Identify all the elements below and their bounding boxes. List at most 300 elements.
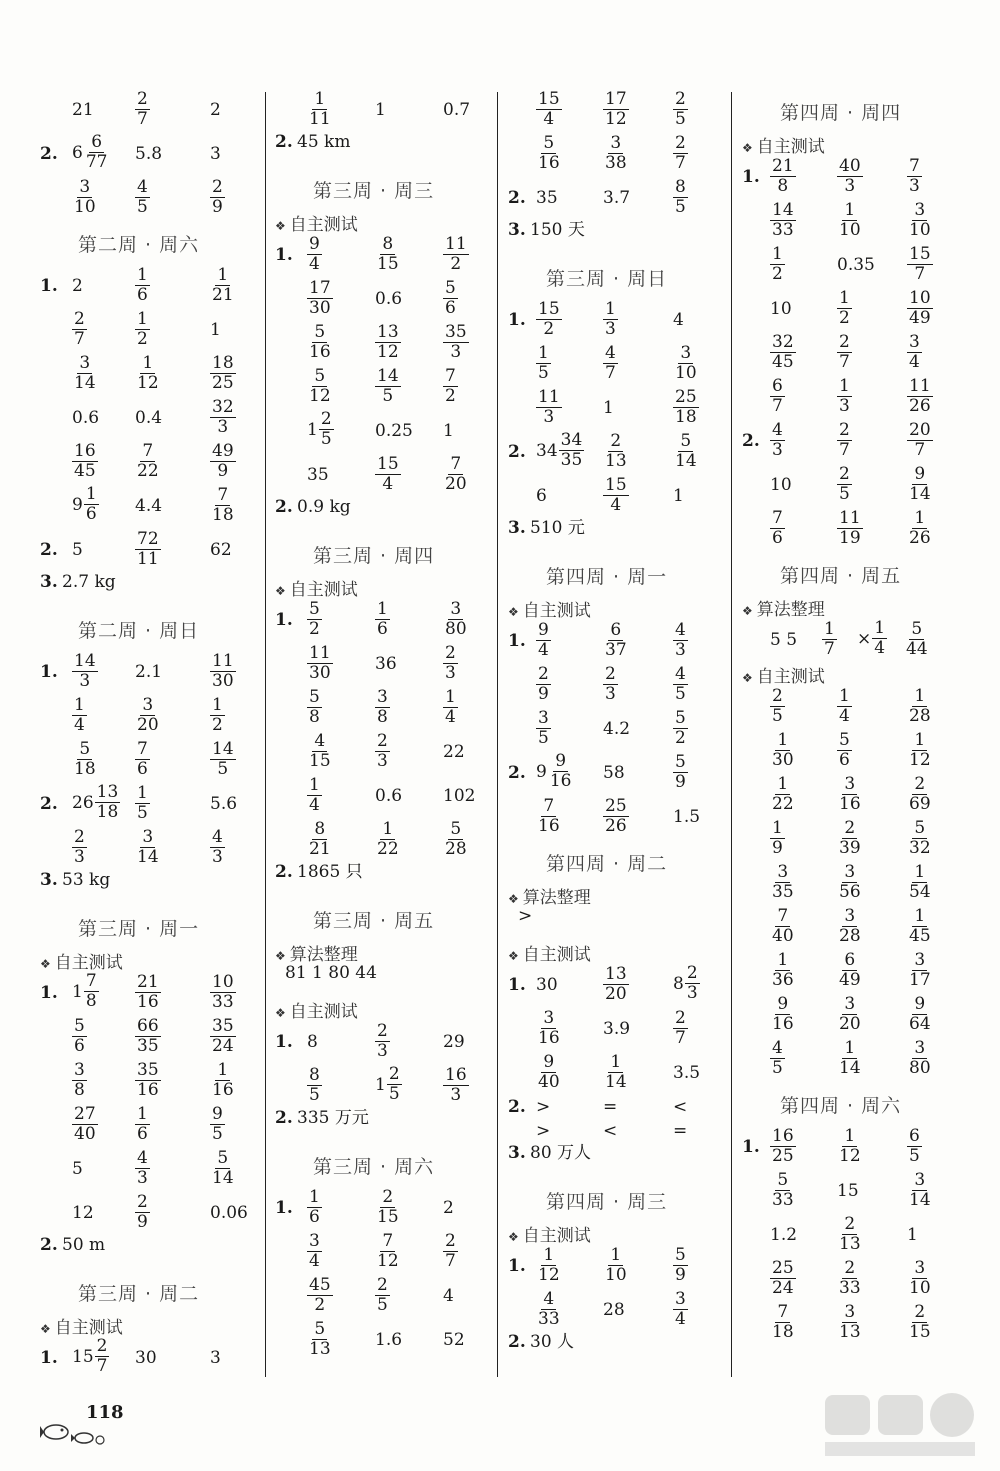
denominator: 10 [675,363,697,383]
section-heading: 第三周 · 周一 [78,918,200,940]
subsection-label [40,1313,123,1338]
denominator: 12 [538,1265,560,1285]
denominator: 4 [445,707,456,727]
fraction-stack [307,732,333,771]
whole-part: 1 [72,981,83,1002]
fraction-stack [319,410,334,449]
fraction-stack [443,323,469,362]
fraction [375,235,401,274]
answer-line: 1865 只 [297,862,363,882]
denominator: 7 [137,109,148,129]
numerator: 4 [605,343,616,363]
fraction-stack [837,1215,863,1254]
answer-cell [210,441,236,481]
fraction-stack [443,820,469,859]
denominator: 3 [217,417,229,437]
fraction [907,421,933,460]
answer-column-2 [275,88,500,1378]
denominator: 7 [772,396,783,416]
answer-cell [536,133,562,173]
numerator: 4 [314,731,326,751]
denominator: 8 [85,991,97,1011]
fraction [907,819,933,858]
fraction [210,1017,236,1056]
fraction [135,354,161,393]
fraction [72,652,98,691]
fraction [135,1105,150,1144]
answer-value: 3.7 [603,188,631,208]
answer-cell [210,1060,236,1100]
answer-cell [536,1008,562,1048]
whole-part: 1 [375,1074,386,1095]
answer-cell [210,397,236,437]
numerator: 2 [844,818,856,838]
fraction [907,863,933,902]
numerator: 2 [137,1192,148,1212]
numerator: 5 [839,730,850,750]
fraction [770,819,785,858]
fraction-stack [837,951,863,990]
answer-cell [210,972,236,1012]
denominator: 25 [772,1146,794,1166]
answer-cell [770,730,796,770]
numerator: 5 [309,599,320,619]
numerator: 5 [777,1170,789,1190]
denominator: 8 [377,707,388,727]
whole-part: 26 [72,792,94,813]
denominator: 4 [309,795,320,815]
numerator: 7 [909,156,920,176]
fraction [837,201,863,240]
fraction-stack [673,665,688,704]
denominator: 4 [538,640,549,660]
fraction-stack [837,687,852,726]
subsection-label [508,1221,591,1246]
answer-cell [135,827,161,867]
fraction-stack [603,476,629,515]
numerator: 16 [74,441,96,461]
fraction-stack [907,157,922,196]
fraction [907,1259,933,1298]
denominator: 5 [839,484,850,504]
numerator: 15 [538,299,560,319]
denominator: 3 [909,176,920,196]
fraction-stack [375,1188,401,1227]
fraction-stack [536,621,551,660]
numerator: 3 [377,687,388,707]
numerator: 8 [675,177,686,197]
fraction [536,1290,562,1329]
section-heading: 第四周 · 周五 [780,565,902,587]
answer-cell [673,431,699,471]
mixed-number [536,752,573,791]
numerator: 6 [909,1126,920,1146]
answer-cell [770,1170,796,1210]
fraction [673,178,688,217]
fraction [375,820,401,859]
answer-cell [135,783,150,823]
subsection-text: 算法整理 [756,600,825,620]
answer-cell [443,421,454,441]
numerator: 5 [914,818,926,838]
denominator: 5 [137,197,148,217]
fraction [837,819,863,858]
question-number: 2. [40,540,58,560]
answer-cell [673,708,688,748]
fraction-stack [536,90,562,129]
answer-value: 28 [603,1300,625,1320]
answer-value: 0.6 [72,408,100,428]
denominator: 5 [538,728,549,748]
numerator: 5 [543,133,555,153]
denominator: 5 [377,1295,388,1315]
denominator: 3 [839,396,850,416]
denominator: 7 [96,1356,108,1376]
fraction [307,1232,322,1271]
numerator: 5 [74,1016,85,1036]
fraction-stack [72,652,98,691]
denominator: 14 [675,451,697,471]
subsection-text: 自主测试 [756,667,825,687]
question-number: 1. [508,310,526,330]
numerator: 1 [844,1038,856,1058]
answer-cell [603,343,618,383]
fraction-stack [837,731,852,770]
numerator: 4 [137,1148,148,1168]
denominator: 16 [538,153,560,173]
numerator: 1 [137,783,148,803]
answer-value: 5 [72,1159,83,1179]
answer-cell [307,1032,318,1052]
numerator: 5 [314,322,326,342]
answer-cell [770,774,796,814]
answer-cell [307,599,322,639]
answer-cell [210,1104,225,1144]
answer-column-4 [742,88,967,1378]
denominator: 30 [212,671,234,691]
numerator: 3 [777,862,789,882]
fraction [135,310,150,349]
answer-cell [72,133,109,172]
answer-cell [837,508,863,548]
fraction-stack [307,1066,322,1105]
fraction [443,235,469,274]
denominator: 28 [445,839,467,859]
answer-cell [375,599,390,639]
fraction [907,201,933,240]
fraction [837,421,852,460]
denominator: 14 [74,373,96,393]
operator: × [857,628,872,649]
answer-cell [135,353,161,393]
denominator: 4 [839,706,850,726]
answer-cell [837,332,852,372]
answer-cell [770,508,785,548]
denominator: 14 [137,847,159,867]
fraction [837,907,863,946]
answer-cell [536,796,562,836]
answer-cell [770,420,785,460]
fraction-stack [72,1061,87,1100]
answer-cell [603,664,618,704]
fraction-stack [770,995,796,1034]
numerator: 4 [543,1289,555,1309]
numerator: 2 [212,177,223,197]
denominator: 3 [212,847,223,867]
denominator: 13 [839,1322,861,1342]
diamond-icon: ❖ [742,141,753,155]
denominator: 5 [217,759,229,779]
denominator: 4 [874,638,886,658]
numerator: 66 [137,1016,159,1036]
fraction [907,687,933,726]
subsection-text: 自主测试 [289,215,358,235]
denominator: 4 [610,495,622,515]
fraction-stack [443,455,469,494]
fraction [770,245,785,284]
numerator: 11 [839,508,861,528]
fraction [837,775,863,814]
answer-cell [837,950,863,990]
fraction-stack [536,665,551,704]
numerator: 1 [85,484,97,504]
fraction [307,732,333,771]
fraction [603,665,618,704]
fraction-stack [210,178,225,217]
denominator: 5 [137,803,148,823]
answer-value: 5.8 [135,144,163,164]
fraction [770,1259,796,1298]
question-number: 2. [508,763,526,783]
diamond-icon: ❖ [40,957,51,971]
mixed-number [72,783,120,822]
answer-value: > [536,1097,551,1117]
denominator: 6 [839,750,850,770]
fraction [673,665,688,704]
fraction [375,323,401,362]
fraction [536,134,562,173]
denominator: 12 [909,750,931,770]
numerator: 2 [914,774,926,794]
denominator: 12 [137,373,159,393]
answer-cell [536,620,551,660]
answer-cell [837,255,875,275]
fraction-stack [210,828,225,867]
fraction [603,432,629,471]
numerator: 4 [137,177,148,197]
answer-cell [673,664,688,704]
answer-cell [135,408,162,428]
answer-value: 0.06 [210,1203,248,1223]
answer-cell [837,1214,863,1254]
fraction-stack [603,1246,629,1285]
denominator: 36 [772,970,794,990]
fraction-stack [135,442,161,481]
fraction-stack [210,1061,236,1100]
fraction [837,995,863,1034]
fraction-stack [72,828,87,867]
subsection-label [508,883,591,908]
mixed-number [673,964,700,1003]
denominator: 35 [560,450,583,470]
denominator: 2 [772,264,783,284]
answer-cell [770,994,796,1034]
numerator: 10 [212,972,234,992]
numerator: 5 [309,687,320,707]
numerator: 1 [605,299,616,319]
fraction [837,1303,863,1342]
answer-cell [536,1097,550,1117]
numerator: 7 [772,508,783,528]
numerator: 72 [137,529,159,549]
fraction [443,279,458,318]
fraction-stack [307,90,333,129]
denominator: 16 [538,1028,560,1048]
answer-cell [770,950,796,990]
answer-cell [135,695,161,735]
fraction-stack [907,1171,933,1210]
fraction [375,600,390,639]
subsection-text: 自主测试 [522,601,591,621]
fraction [135,1017,161,1056]
answer-column-3 [508,88,733,1378]
numerator: 3 [543,1008,555,1028]
fraction-stack [770,1171,796,1210]
denominator: 15 [377,1207,399,1227]
fraction-stack [307,688,322,727]
answer-value: > [536,1121,551,1141]
numerator: 3 [309,1231,320,1251]
fraction-stack [907,201,933,240]
answer-cell [210,100,221,120]
fraction-stack [837,157,863,196]
denominator: 9 [675,772,686,792]
fraction [210,1149,236,1188]
answer-cell [673,1008,688,1048]
fraction [307,1066,322,1105]
denominator: 7 [675,1028,686,1048]
denominator: 7 [914,264,926,284]
answer-cell [210,540,232,560]
denominator: 2 [212,715,223,735]
answer-line: 335 万元 [297,1108,369,1128]
answer-cell [603,620,629,660]
answer-cell [375,100,386,120]
answer-cell [210,651,236,691]
numerator: 11 [212,651,234,671]
denominator: 9 [538,684,549,704]
denominator: 9 [772,838,783,858]
answer-cell [443,1286,454,1306]
whole-part: 15 [72,1346,94,1367]
fraction [770,421,785,460]
fraction-stack [837,775,863,814]
fraction [536,665,551,704]
numerator: 3 [79,177,91,197]
fraction [837,157,863,196]
fraction-stack [837,995,863,1034]
numerator: 14 [212,739,234,759]
answer-cell [72,783,120,822]
answer-value: 36 [375,654,397,674]
numerator: 7 [777,906,789,926]
answer-value: 0.25 [375,421,413,441]
numerator: 1 [777,950,789,970]
answer-value: 4.2 [603,719,631,739]
fraction [443,367,458,406]
fraction [837,1127,863,1166]
question-number: 2. [508,1332,526,1352]
fraction [536,1009,562,1048]
numerator: 2 [445,643,456,663]
denominator: 3 [686,983,698,1003]
question-number: 1. [508,631,526,651]
answer-cell [536,1052,562,1092]
answer-value: 3 [210,144,221,164]
fraction-stack [536,1009,562,1048]
numerator: 7 [445,366,456,386]
fraction-stack [375,820,401,859]
fraction [210,486,236,525]
fraction [770,775,796,814]
fraction-stack [210,354,236,393]
numerator: 2 [377,1275,388,1295]
numerator: 10 [909,288,931,308]
fraction [307,600,322,639]
answer-cell [307,731,333,771]
answer-cell [907,1258,933,1298]
answer-line: 81 1 80 44 [285,963,377,983]
answer-cell [673,486,684,506]
answer-cell [307,278,333,318]
answer-cell [907,906,933,946]
fraction-stack [375,235,401,274]
fraction [837,465,852,504]
fraction [210,1105,225,1144]
answer-cell [72,739,98,779]
answer-cell [443,322,469,362]
fraction [307,1320,333,1359]
answer-cell [72,100,94,120]
numerator: 2 [839,464,850,484]
fraction-stack [135,1193,150,1232]
fraction [72,696,87,735]
answer-cell [135,144,162,164]
answer-cell [375,1330,402,1350]
fraction-stack [548,752,574,791]
fraction [907,1303,933,1342]
denominator: 5 [212,1124,223,1144]
denominator: 18 [74,759,96,779]
numerator: 4 [772,420,783,440]
denominator: 16 [309,342,331,362]
answer-cell [307,322,333,362]
numerator: 15 [538,89,560,109]
section-heading: 第四周 · 周一 [546,566,668,588]
fraction [443,323,469,362]
numerator: 7 [137,739,148,759]
answer-value: 5 [72,540,83,560]
denominator: 15 [909,1322,931,1342]
denominator: 24 [212,1036,234,1056]
answer-cell [837,464,852,504]
fraction [673,344,699,383]
answer-cell [837,420,852,460]
fraction-stack [72,740,98,779]
numerator: 32 [772,332,794,352]
fraction-stack [536,1053,562,1092]
numerator: 7 [382,1231,394,1251]
